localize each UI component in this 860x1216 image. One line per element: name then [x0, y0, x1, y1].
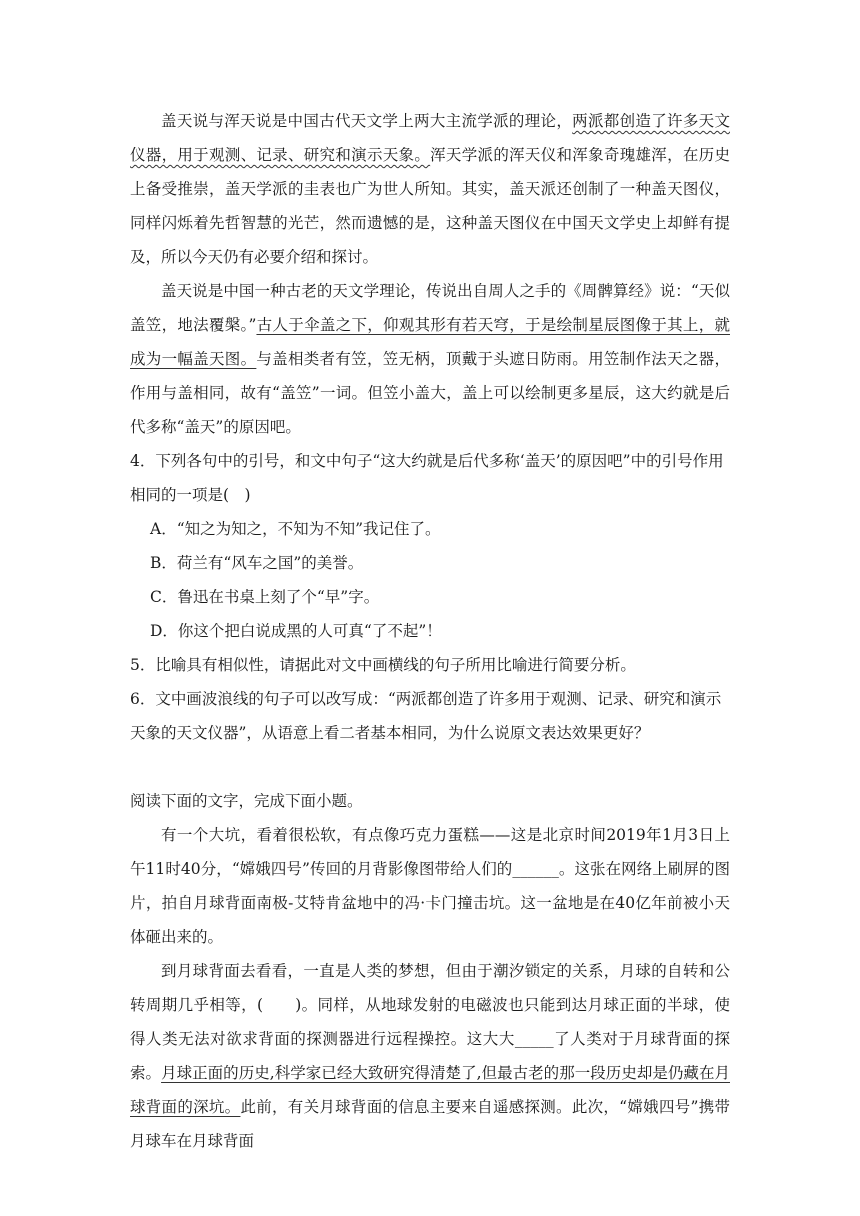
- passage1-paragraph1: [130, 104, 730, 274]
- passage2-paragraph1: 有一个大坑，看着很松软，有点像巧克力蛋糕——这是北京时间2019年1月3日上午11时40分，“嫦娥四号”传回的月背影像图带给人们的______。这张在网络上刷屏的图片，拍自月球背面南极-艾特肯盆地中的冯·卡门撞击坑。这一盆地是在40亿年前被小天体砸出来的。: [130, 826, 730, 946]
- question-6: 6．文中画波浪线的句子可以改写成：“两派都创造了许多用于观测、记录、研究和演示天象的天文仪器”，从语意上看二者基本相同，为什么说原文表达效果更好？: [130, 690, 722, 742]
- passage2-intro: 阅读下面的文字，完成下面小题。: [130, 792, 363, 810]
- question-4-option-c: C．鲁迅在书桌上刻了个“早”字。: [150, 588, 380, 606]
- passage2-underlined-sentence: 月球正面的历史,科学家已经大致研究得清楚了,但最古老的那一段历史却是仍藏在月球背面的深坑。: [130, 1064, 730, 1116]
- wavy-underlined-sentence: 两派都创造了许多天文仪器，用于观测、记录、研究和演示天象。: [130, 112, 730, 164]
- question-4-stem: 4．下列各句中的引号，和文中句子“这大约就是后代多称‘盖天’的原因吧”中的引号作用相同的一项是( ): [130, 452, 724, 504]
- passage1-p1-text-b: 浑天学派的浑天仪和浑象奇瑰雄浑，在历史上备受推崇，盖天学派的圭表也广为世人所知。其实，盖天派还创制了一种盖天图仪，同样闪烁着先哲智慧的光芒，然而遗憾的是，这种盖天图仪在中国天文学史上却鲜有提及，所以今天仍有必要介绍和探讨。: [130, 146, 730, 266]
- underlined-sentence: 古人于伞盖之下，仰观其形有若天穹，于是绘制星辰图像于其上，就成为一幅盖天图。: [130, 316, 730, 368]
- document-page: [130, 104, 730, 1158]
- passage1-p1-text-a: 盖天说与浑天说是中国古代天文学上两大主流学派的理论，: [161, 112, 573, 130]
- passage2-p2-text-a: 到月球背面去看看，一直是人类的梦想，但由于潮汐锁定的关系，月球的自转和公转周期几乎相等，( )。同样，从地球发射的电磁波也只能到达月球正面的半球，使得人类无法对欲求背面的探测器进行远程操控。这大大_____了人类对于月球背面的探索。: [130, 962, 730, 1082]
- question-4-option-d: D．你这个把白说成黑的人可真“了不起”！: [150, 622, 442, 640]
- passage1-paragraph2: [130, 274, 730, 444]
- question-5: 5．比喻具有相似性，请据此对文中画横线的句子所用比喻进行简要分析。: [130, 656, 636, 674]
- question-4-option-b: B．荷兰有“风车之国”的美誉。: [150, 554, 364, 572]
- passage2-paragraph2: [130, 954, 730, 1158]
- passage1-p2-text-b: 与盖相类者有笠，笠无柄，顶戴于头遮日防雨。用笠制作法天之器，作用与盖相同，故有“盖笠”一词。但笠小盖大，盖上可以绘制更多星辰，这大约就是后代多称“盖天”的原因吧。: [130, 350, 730, 436]
- passage1-p2-text-a: 盖天说是中国一种古老的天文学理论，传说出自周人之手的《周髀算经》说：“天似盖笠，地法覆槃。”: [130, 282, 730, 334]
- question-4-option-a: A．“知之为知之，不知为不知”我记住了。: [150, 520, 441, 538]
- passage2-p2-text-b: 此前，有关月球背面的信息主要来自遥感探测。此次，“嫦娥四号”携带月球车在月球背面: [130, 1098, 730, 1150]
- section-spacer: [130, 750, 730, 784]
